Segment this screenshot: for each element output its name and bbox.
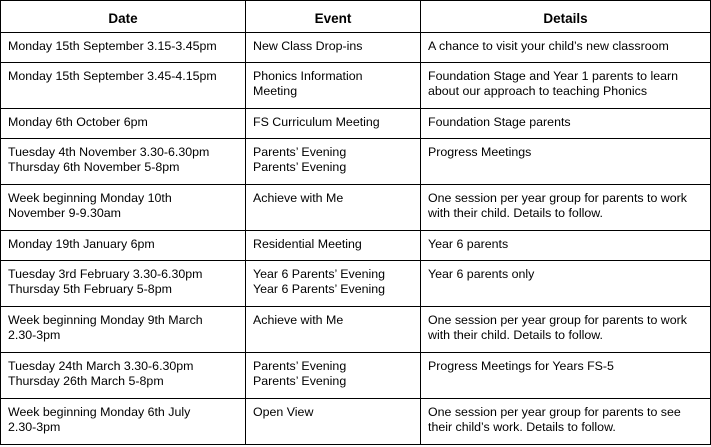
event-cell [246,261,421,307]
date-line: Week beginning Monday 9th March [8,313,203,327]
date-line: Thursday 6th November 5-8pm [8,160,180,174]
event-cell [246,353,421,399]
table-row [1,399,711,445]
date-line: Monday 15th September 3.45-4.15pm [8,69,217,83]
event-line: Phonics Information [253,69,363,83]
details-cell [421,185,711,231]
event-line: New Class Drop-ins [253,39,363,53]
header-date: Date [1,1,246,33]
table-row [1,231,711,261]
event-cell [246,307,421,353]
date-cell [1,63,246,109]
event-cell [246,185,421,231]
details-cell [421,139,711,185]
event-cell [246,231,421,261]
date-cell [1,353,246,399]
date-cell [1,307,246,353]
details-text: Year 6 parents only [428,267,535,281]
table-row [1,63,711,109]
table-row [1,109,711,139]
details-cell [421,33,711,63]
event-line: FS Curriculum Meeting [253,115,380,129]
date-cell [1,139,246,185]
header-row [1,1,711,33]
date-cell [1,399,246,445]
event-line: Open View [253,405,314,419]
table-row [1,139,711,185]
details-text: One session per year group for parents to work with their child. Details to follow. [428,313,687,342]
event-line: Year 6 Parents’ Evening [253,267,386,281]
date-line: Monday 6th October 6pm [8,115,148,129]
event-cell [246,399,421,445]
date-line: Monday 15th September 3.15-3.45pm [8,39,217,53]
details-text: Progress Meetings [428,145,532,159]
date-line: Monday 19th January 6pm [8,237,155,251]
details-text: One session per year group for parents to work with their child. Details to follow. [428,191,687,220]
event-cell [246,63,421,109]
event-cell [246,139,421,185]
details-text: Foundation Stage and Year 1 parents to learn about our approach to teaching Phonics [428,69,679,98]
event-line: Achieve with Me [253,313,344,327]
event-line: Parents’ Evening [253,374,347,388]
date-line: Thursday 5th February 5-8pm [8,282,172,296]
event-cell [246,109,421,139]
details-text: Foundation Stage parents [428,115,571,129]
details-cell [421,399,711,445]
event-line: Meeting [253,84,298,98]
table-row [1,33,711,63]
date-line: Week beginning Monday 10th [8,191,172,205]
details-cell [421,307,711,353]
date-line: November 9-9.30am [8,206,121,220]
event-line: Parents’ Evening [253,359,347,373]
event-line: Achieve with Me [253,191,344,205]
details-text: Year 6 parents [428,237,509,251]
date-cell [1,261,246,307]
event-cell [246,33,421,63]
date-cell [1,33,246,63]
header-event: Event [246,1,421,33]
details-cell [421,261,711,307]
event-line: Residential Meeting [253,237,362,251]
event-line: Parents’ Evening [253,160,347,174]
date-cell [1,231,246,261]
date-line: 2.30-3pm [8,420,61,434]
date-line: Tuesday 3rd February 3.30-6.30pm [8,267,203,281]
date-line: Tuesday 24th March 3.30-6.30pm [8,359,194,373]
date-line: Tuesday 4th November 3.30-6.30pm [8,145,210,159]
table-row [1,261,711,307]
details-text: A chance to visit your child’s new classroom [428,39,669,53]
details-cell [421,63,711,109]
date-line: 2.30-3pm [8,328,61,342]
table-row [1,353,711,399]
date-cell [1,109,246,139]
event-line: Parents’ Evening [253,145,347,159]
details-cell [421,231,711,261]
date-line: Week beginning Monday 6th July [8,405,191,419]
header-details: Details [421,1,711,33]
table-row [1,307,711,353]
details-cell [421,353,711,399]
details-text: Progress Meetings for Years FS-5 [428,359,614,373]
table-row [1,185,711,231]
details-cell [421,109,711,139]
details-text: One session per year group for parents to see their child’s work. Details to follow. [428,405,681,434]
date-cell [1,185,246,231]
event-line: Year 6 Parents’ Evening [253,282,386,296]
date-line: Thursday 26th March 5-8pm [8,374,164,388]
